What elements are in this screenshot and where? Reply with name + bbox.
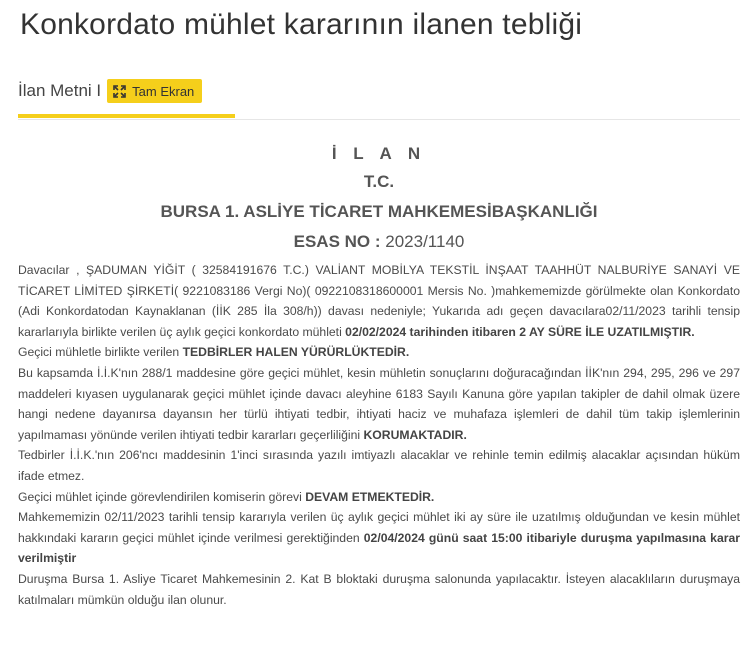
paragraph-1: Davacılar , ŞADUMAN YİĞİT ( 32584191676 T.C.) VALİANT MOBİLYA TEKSTİL İNŞAAT TAAHHÜT NALBURİYE SANAYİ VE TİCARET LİMİTED ŞİRKETİ( 9221083186 Vergi No)( 0922108318600001 Mersis No. )mahkememizde görülmekte olan Konkordato (Adi Konkordatodan Kaynaklanan (İİK 285 İla 308/h)) davası nedeniyle; Yukarıda adı geçen davacılara02/11/2023 tarihli tensip kararlarıyla birlikte verilen üç aylık geçici konkordato mühleti 02/02/2024 tarihinden itibaren 2 AY SÜRE İLE UZATILMIŞTIR.	[18, 263, 740, 339]
tab-divider	[18, 119, 740, 120]
case-number-label: ESAS NO :	[293, 232, 381, 251]
page-title: Konkordato mühlet kararının ilanen tebliği	[20, 8, 583, 41]
heading-court: BURSA 1. ASLİYE TİCARET MAHKEMESİBAŞKANLIĞI	[160, 202, 598, 221]
fullscreen-button-label: Tam Ekran	[132, 83, 195, 99]
expand-icon	[113, 85, 126, 98]
document-body	[18, 141, 740, 610]
paragraph-2: Geçici mühletle birlikte verilen TEDBİRLER HALEN YÜRÜRLÜKTEDİR.	[18, 345, 410, 360]
heading-case-number	[18, 227, 740, 257]
heading-ilan: İ L A N	[331, 144, 427, 163]
paragraph-6: Mahkememizin 02/11/2023 tarihli tensip kararıyla verilen üç aylık geçici mühlet iki ay süre ile uzatılmış olduğundan ve kesin mühlet hakkındaki kararın geçici mühlet içinde verilmesi gerektiğinden 02/04/2024 günü saat 15:00 itibariyle duruşma yapılmasına karar verilmiştir	[18, 510, 741, 566]
paragraph-7: Duruşma Bursa 1. Asliye Ticaret Mahkemesinin 2. Kat B bloktaki duruşma salonunda yapılacaktır. İsteyen alacaklıların duruşmaya katılmaları mümkün olduğu ilan olunur.	[18, 571, 740, 607]
paragraph-3: Bu kapsamda İ.İ.K'nın 288/1 maddesine göre geçici mühlet, kesin mühletin sonuçlarını doğuracağından İİK'nın 294, 295, 296 ve 297 maddeleri kıyasen uygulanarak geçici mühlet içinde davacı aleyhine 6183 Sayılı Kanuna göre yapılan takipler de dahil olmak üzere hangi nedene dayanırsa dayansın her türlü ihtiyati tedbir, ihtiyati haciz ve muhafaza işlemleri de dahil tüm takip işlemlerinin yapılmaması yönünde verilen ihtiyati tedbir kararları geçerliliğini KORUMAKTADIR.	[18, 365, 740, 442]
active-tab-indicator	[18, 114, 235, 118]
tab-ilan-metni[interactable]: İlan Metni I	[18, 81, 102, 100]
tab-bar	[18, 79, 202, 103]
fullscreen-button[interactable]	[107, 79, 202, 103]
heading-tc: T.C.	[363, 172, 395, 191]
notice-text	[18, 260, 740, 610]
paragraph-4: Tedbirler İ.İ.K.'nın 206'ncı maddesinin 1'inci sırasında yazılı imtiyazlı alacaklar ve rehinle temin edilmiş alacaklar açısından hüküm ifade etmez.	[18, 448, 740, 483]
case-number-value: 2023/1140	[385, 232, 465, 251]
paragraph-5: Geçici mühlet içinde görevlendirilen komiserin görevi DEVAM ETMEKTEDİR.	[18, 489, 435, 504]
